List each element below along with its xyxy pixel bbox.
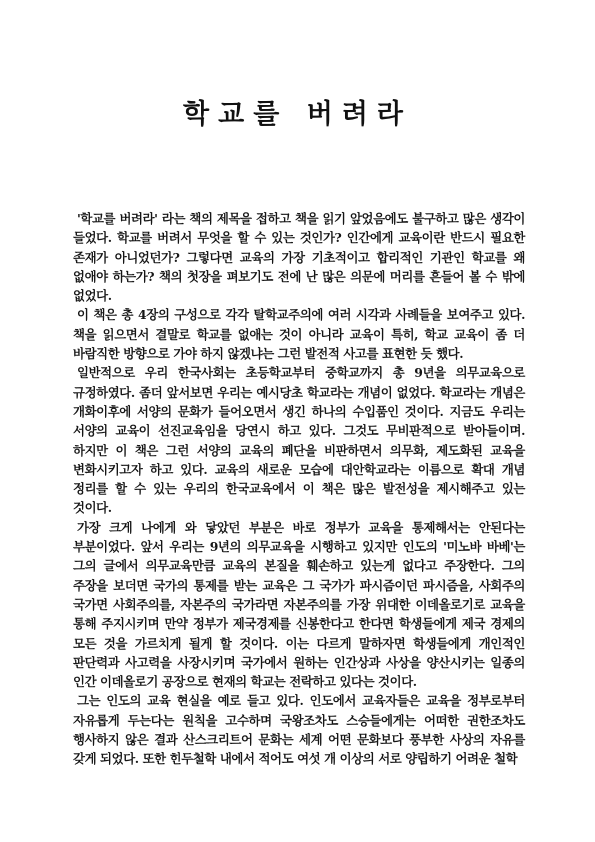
paragraph-2: 이 책은 총 4장의 구성으로 각각 탈학교주의에 여러 시각과 사례들을 보여주고 있다. 책을 읽으면서 결말로 학교를 없애는 것이 아니라 교육이 특히, 학교 교육이 좀 더 바람직한 방향으로 가야 하지 않겠냐는 그런 발전적 사고를 표현한 듯 했다. — [73, 307, 525, 362]
page-title: 학교를 버려라 — [183, 99, 412, 130]
paragraph-1: '학교를 버려라' 라는 책의 제목을 접하고 책을 읽기 앞었음에도 불구하고 많은 생각이 들었다. 학교를 버려서 무엇을 할 수 있는 것인가? 인간에게 교육이란 반드시 필요한 존재가 아니었던가? 그렇다면 교육의 가장 기초적이고 합리적인 기관인 학교를 왜 없애야 하는가? 책의 첫장을 펴보기도 전에 난 많은 의문에 머리를 흔들어 볼 수 밖에 없었다. — [73, 211, 525, 304]
paragraph-5: 그는 인도의 교육 현실을 예로 들고 있다. 인도에서 교육자들은 교육을 정부로부터 자유롭게 두는다는 원칙을 고수하며 국왕조차도 스승들에게는 어떠한 권한조차도 행사하지 않은 결과 산스크리트어 문화는 세계 어떤 문화보다 풍부한 사상의 자유를 갖게 되었다. 또한 힌두철학 내에서 적어도 여섯 개 이상의 서로 양립하기 어려운 철학 — [73, 693, 525, 767]
body-text — [73, 209, 525, 769]
paragraph-4: 가장 크게 나에게 와 닿았던 부분은 바로 정부가 교육을 통제해서는 안된다는 부분이었다. 앞서 우리는 9년의 의무교육을 시행하고 있지만 인도의 '미노바 바베'는 그의 글에서 의무교육만큼 교육의 본질을 훼손하고 있는게 없다고 주장한다. 그의 주장을 보더면 국가의 통제를 받는 교육은 그 국가가 파시즘이던 파시즘을, 사회주의 국가면 사회주의를, 자본주의 국가라면 자본주의를 가장 위대한 이데올로기로 교육을 통해 주지시키며 만약 정부가 제국경제를 신봉한다고 한다면 학생들에게 제국 경제의 모든 것을 가르치게 될게 할 것이다. 이는 다르게 말하자면 학생들에게 개인적인 판단력과 사고력을 사장시키며 국가에서 원하는 인간상과 사상을 양산시키는 일종의 인간 이데올로기 공장으로 현재의 학교는 전락하고 있다는 것이다. — [73, 519, 525, 690]
paragraph-3: 일반적으로 우리 한국사회는 초등학교부터 중학교까지 총 9년을 의무교육으로 규정하였다. 좀더 앞서보면 우리는 예시당초 학교라는 개념이 없었다. 학교라는 개념은 개화이후에 서양의 문화가 들어오면서 생긴 하나의 수입품인 것이다. 지금도 우리는 서양의 교육이 선진교육임을 당연시 하고 있다. 그것도 무비판적으로 받아들이며. 하지만 이 책은 그런 서양의 교육의 폐단을 비판하면서 의무화, 제도화된 교육을 변화시키고자 하고 있다. 교육의 새로운 모습에 대안학교라는 이름으로 확대 개념 정리를 할 수 있는 우리의 한국교육에서 이 책은 많은 발전성을 제시해주고 있는 것이다. — [73, 365, 525, 516]
